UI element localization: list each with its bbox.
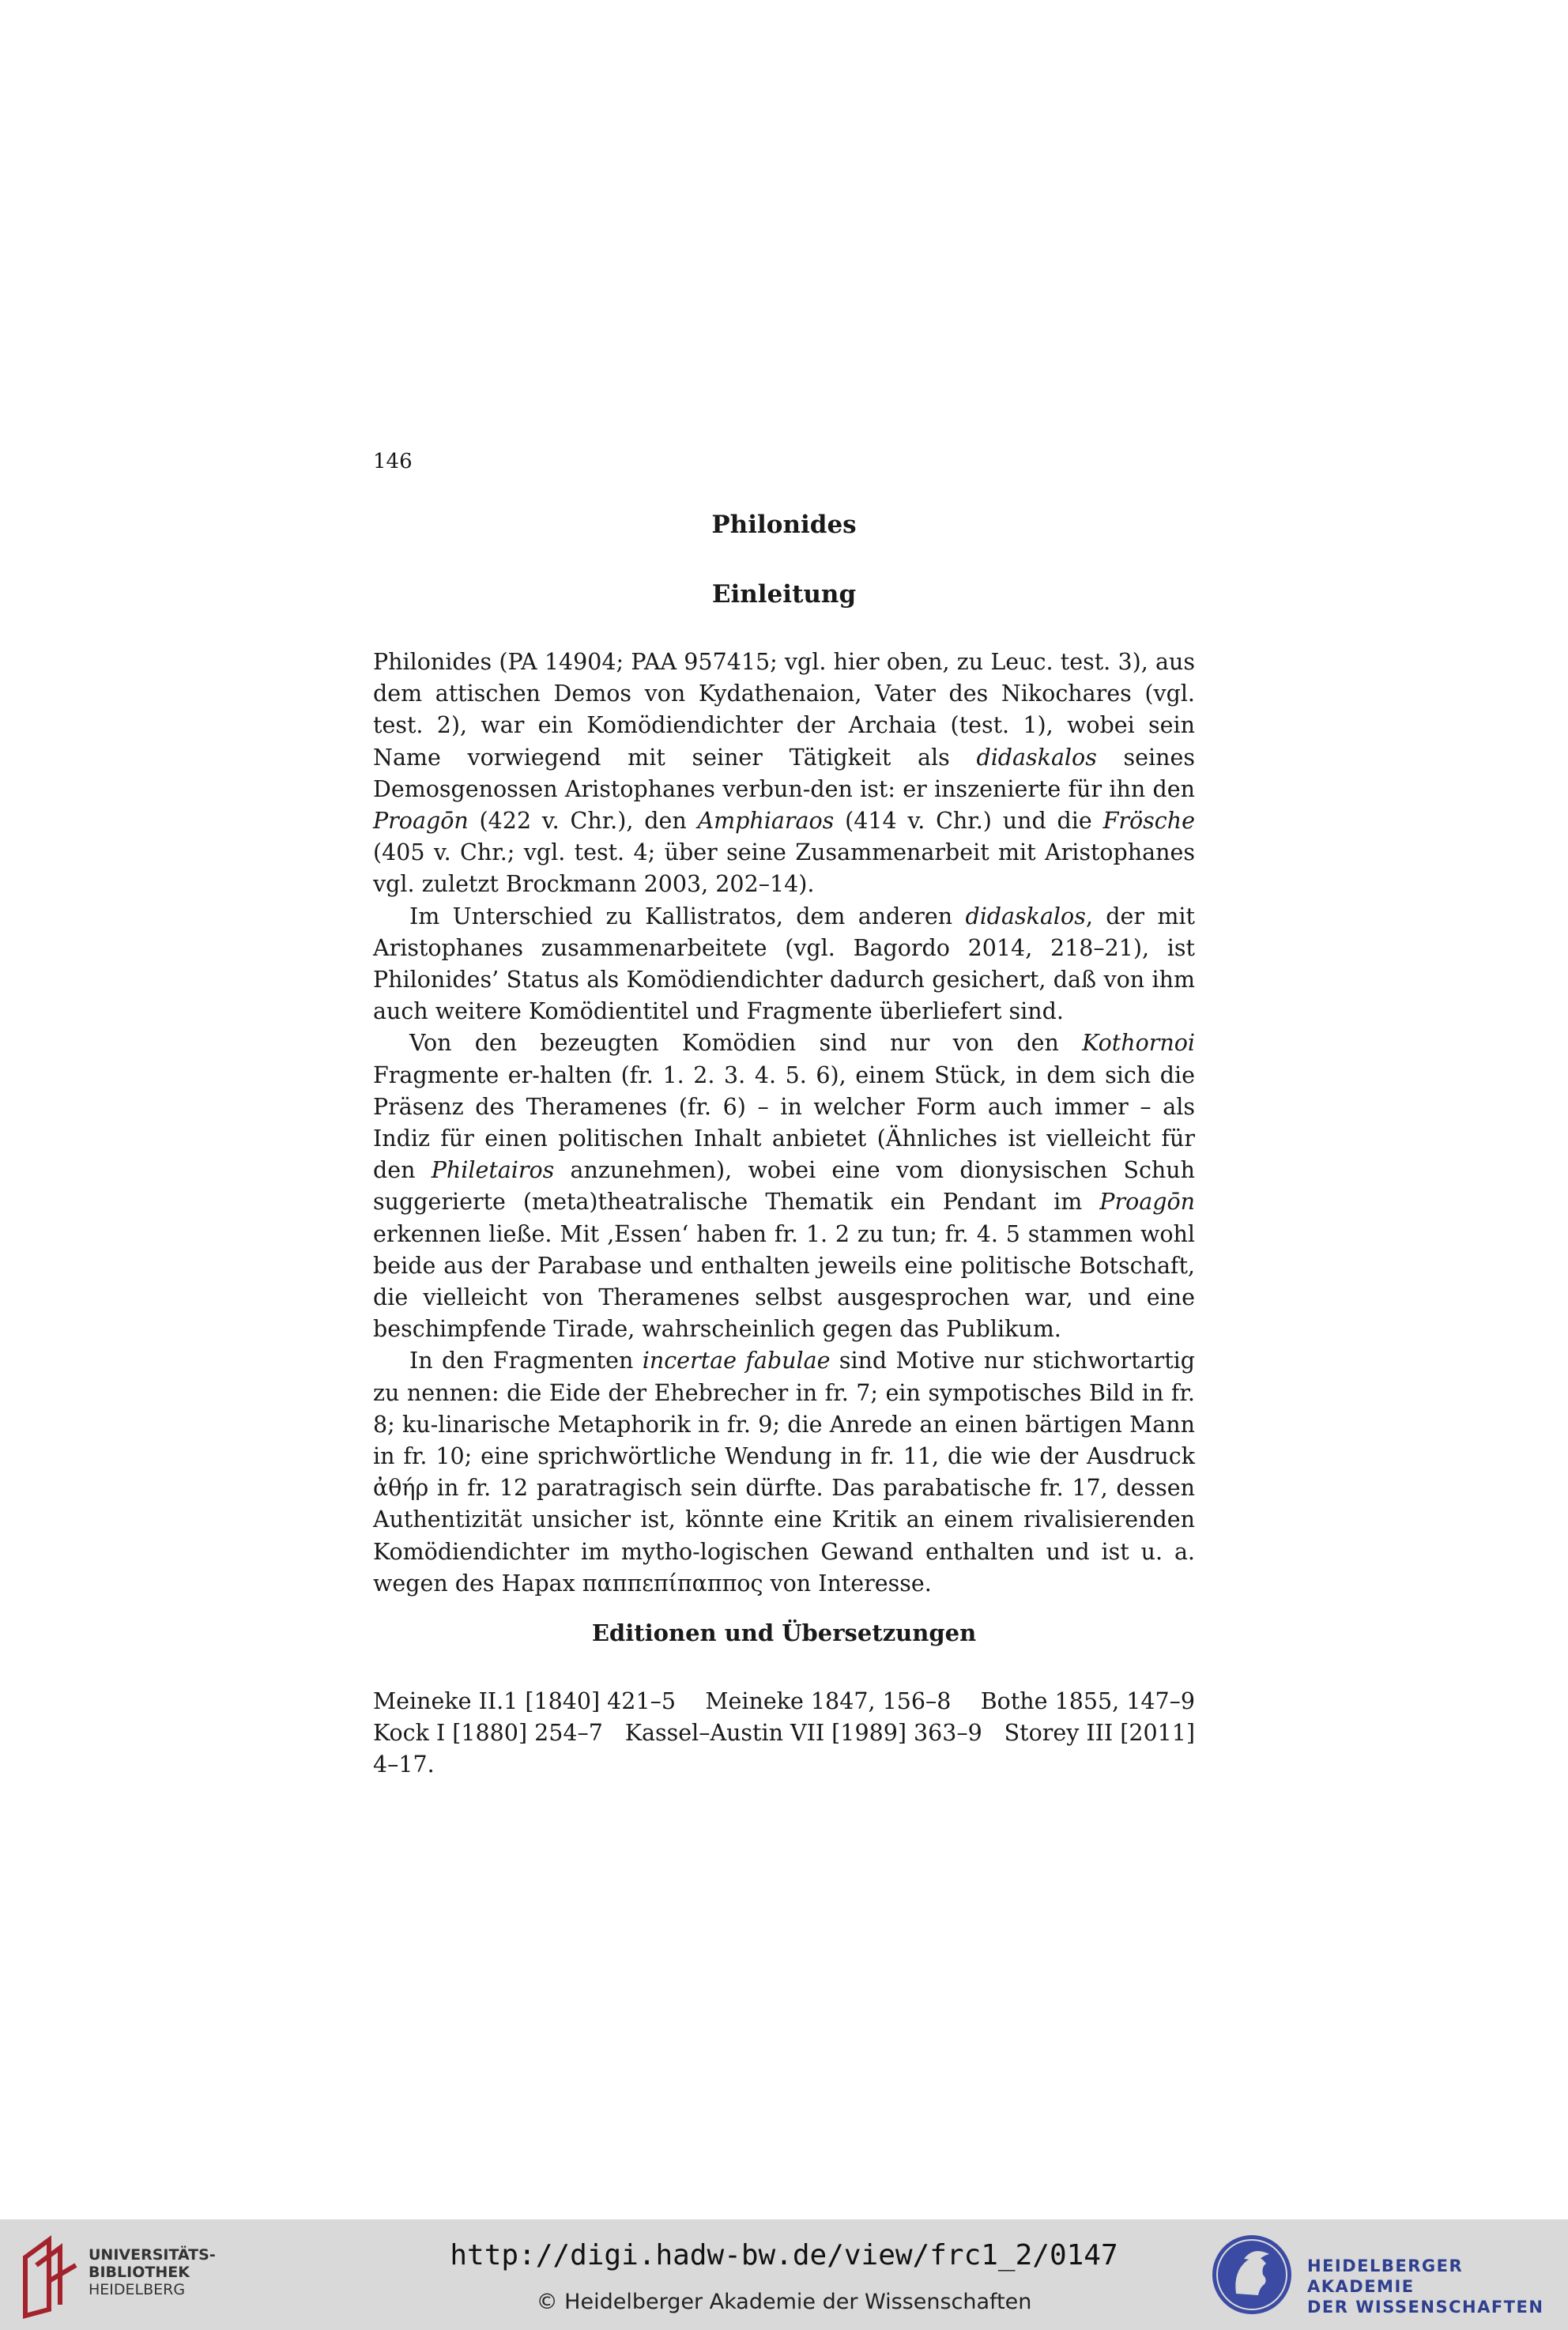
edition-entry: Storey III [2011]: [1004, 1720, 1195, 1747]
edition-entry: Kock I [1880] 254–7: [373, 1720, 603, 1747]
page-url-link[interactable]: http://digi.hadw-bw.de/view/frc1_2/0147: [450, 2239, 1118, 2272]
editions-list: [373, 1686, 1195, 1781]
editions-row: [373, 1686, 1195, 1717]
academy-athena-logo-icon: [1209, 2232, 1295, 2317]
paragraph-1: Philonides (PA 14904; PAA 957415; vgl. hier oben, zu Leuc. test. 3), aus dem attischen Demos von Kydathenaion, Vater des Nikochares (vgl. test. 2), war ein Komödiendichter der Archaia (test. 1), wobei sein Name vorwiegend mit seiner Tätigkeit als didaskalos seines Demosgenossen Aristophanes verbun-den ist: er inszenierte für ihn den Proagōn (422 v. Chr.), den Amphiaraos (414 v. Chr.) und die Frösche (405 v. Chr.; vgl. test. 4; über seine Zusammenarbeit mit Aristophanes vgl. zuletzt Brockmann 2003, 202–14).: [373, 649, 1195, 898]
paragraph-3: Von den bezeugten Komödien sind nur von den Kothornoi Fragmente er-halten (fr. 1. 2. 3. 4. 5. 6), einem Stück, in dem sich die Präsenz des Theramenes (fr. 6) – in welcher Form auch immer – als Indiz für einen politischen Inhalt anbietet (Ähnliches ist vielleicht für den Philetairos anzunehmen), wobei eine vom dionysischen Schuh suggerierte (meta)theatralische Thematik ein Pendant im Proagōn erkennen ließe. Mit ‚Essen‘ haben fr. 1. 2 zu tun; fr. 4. 5 stammen wohl beide aus der Parabase und enthalten jeweils eine politische Botschaft, die vielleicht von Theramenes selbst ausgesprochen war, und eine beschimpfende Tirade, wahrscheinlich gegen das Publikum.: [373, 1030, 1195, 1343]
edition-entry: Kassel–Austin VII [1989] 363–9: [624, 1720, 982, 1747]
editions-row: [373, 1717, 1195, 1749]
edition-entry-continuation: 4–17.: [373, 1751, 435, 1778]
paragraph-4: In den Fragmenten incertae fabulae sind Motive nur stichwortartig zu nennen: die Eide der Ehebrecher in fr. 7; ein sympotisches Bild in fr. 8; ku-linarische Metaphorik in fr. 9; die Anrede an einen bärtigen Mann in fr. 10; eine sprichwörtliche Wendung in fr. 11, die wie der Ausdruck ἀθήρ in fr. 12 paratragisch sein dürfte. Das parabatische fr. 17, dessen Authentizität unsicher ist, könnte eine Kritik an einem rivalisierenden Komödiendichter im mytho-logischen Gewand enthalten und ist u. a. wegen des Hapax παππεπίπαππος von Interesse.: [373, 1348, 1196, 1597]
university-library-name: UNIVERSITÄTS- BIBLIOTHEK HEIDELBERG: [89, 2246, 216, 2298]
edition-entry: Bothe 1855, 147–9: [980, 1688, 1195, 1714]
page-number: 146: [373, 450, 413, 473]
academy-name: HEIDELBERGER AKADEMIE DER WISSENSCHAFTEN: [1307, 2256, 1544, 2317]
page-title: Philonides: [711, 511, 857, 539]
copyright-notice: © Heidelberger Akademie der Wissenschaften: [536, 2290, 1032, 2314]
section-title: Einleitung: [711, 580, 857, 609]
edition-entry: Meineke 1847, 156–8: [705, 1688, 952, 1714]
introduction-text: [373, 647, 1195, 1600]
edition-entry: Meineke II.1 [1840] 421–5: [373, 1688, 676, 1714]
footer-bar: [0, 2219, 1568, 2330]
editions-heading: Editionen und Übersetzungen: [591, 1619, 977, 1646]
paragraph-2: Im Unterschied zu Kallistratos, dem anderen didaskalos, der mit Aristophanes zusammenarbeitete (vgl. Bagordo 2014, 218–21), ist Philonides’ Status als Komödiendichter dadurch gesichert, daß von ihm auch weitere Komödientitel und Fragmente überliefert sind.: [373, 903, 1195, 1025]
